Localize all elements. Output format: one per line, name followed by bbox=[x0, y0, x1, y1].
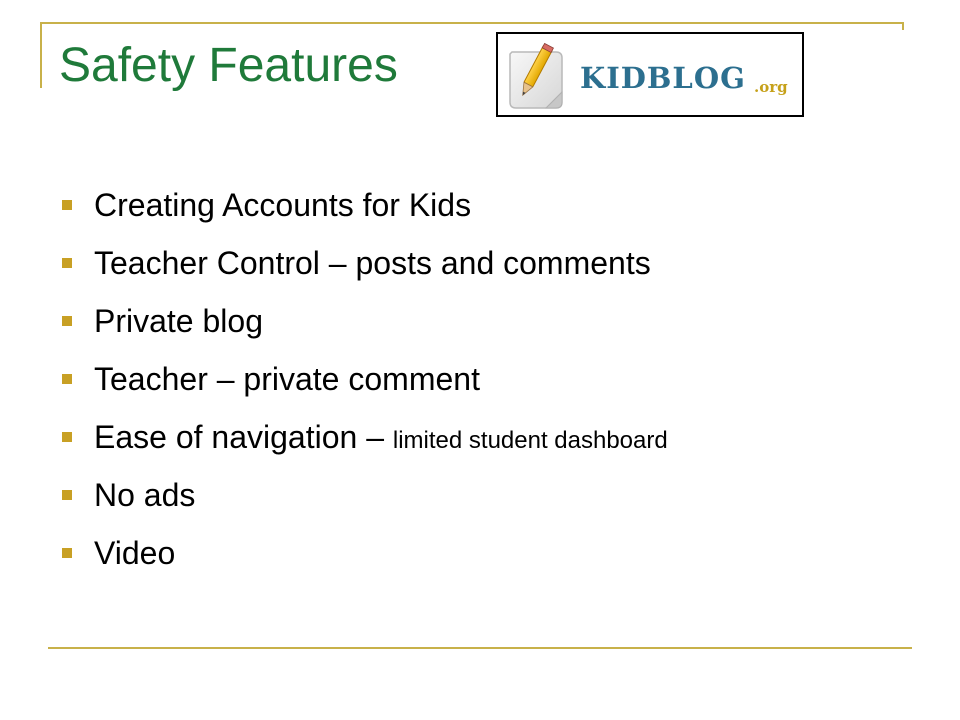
top-rule bbox=[40, 22, 904, 24]
slide-title: Safety Features bbox=[59, 39, 398, 92]
logo-suffix: .org bbox=[754, 78, 788, 96]
bullet-marker bbox=[62, 316, 72, 326]
pencil-paper-icon bbox=[510, 43, 562, 108]
bullet-marker bbox=[62, 374, 72, 384]
list-item-text: Teacher Control – posts and comments bbox=[94, 244, 651, 281]
right-rule bbox=[902, 22, 904, 30]
list-item-text bbox=[94, 419, 668, 456]
list-item-text: Video bbox=[94, 534, 176, 571]
kidblog-logo bbox=[496, 32, 804, 117]
bullet-marker bbox=[62, 200, 72, 210]
list-item bbox=[62, 176, 668, 234]
list-item-text: No ads bbox=[94, 476, 196, 513]
feature-list bbox=[62, 176, 668, 582]
bullet-marker bbox=[62, 548, 72, 558]
bullet-marker bbox=[62, 432, 72, 442]
list-item bbox=[62, 350, 668, 408]
list-item-text: Private blog bbox=[94, 302, 263, 339]
list-item bbox=[62, 524, 668, 582]
logo-text: KIDBLOG bbox=[580, 61, 746, 95]
bottom-rule bbox=[48, 647, 912, 649]
left-rule bbox=[40, 22, 42, 88]
list-item bbox=[62, 408, 668, 466]
list-item-text: Teacher – private comment bbox=[94, 360, 480, 397]
bullet-marker bbox=[62, 490, 72, 500]
list-item-small-text: limited student dashboard bbox=[392, 426, 668, 454]
list-item bbox=[62, 292, 668, 350]
list-item-text: Creating Accounts for Kids bbox=[94, 186, 472, 223]
list-item bbox=[62, 466, 668, 524]
list-item bbox=[62, 234, 668, 292]
list-item-main-text: Ease of navigation – bbox=[94, 418, 393, 455]
bullet-marker bbox=[62, 258, 72, 268]
